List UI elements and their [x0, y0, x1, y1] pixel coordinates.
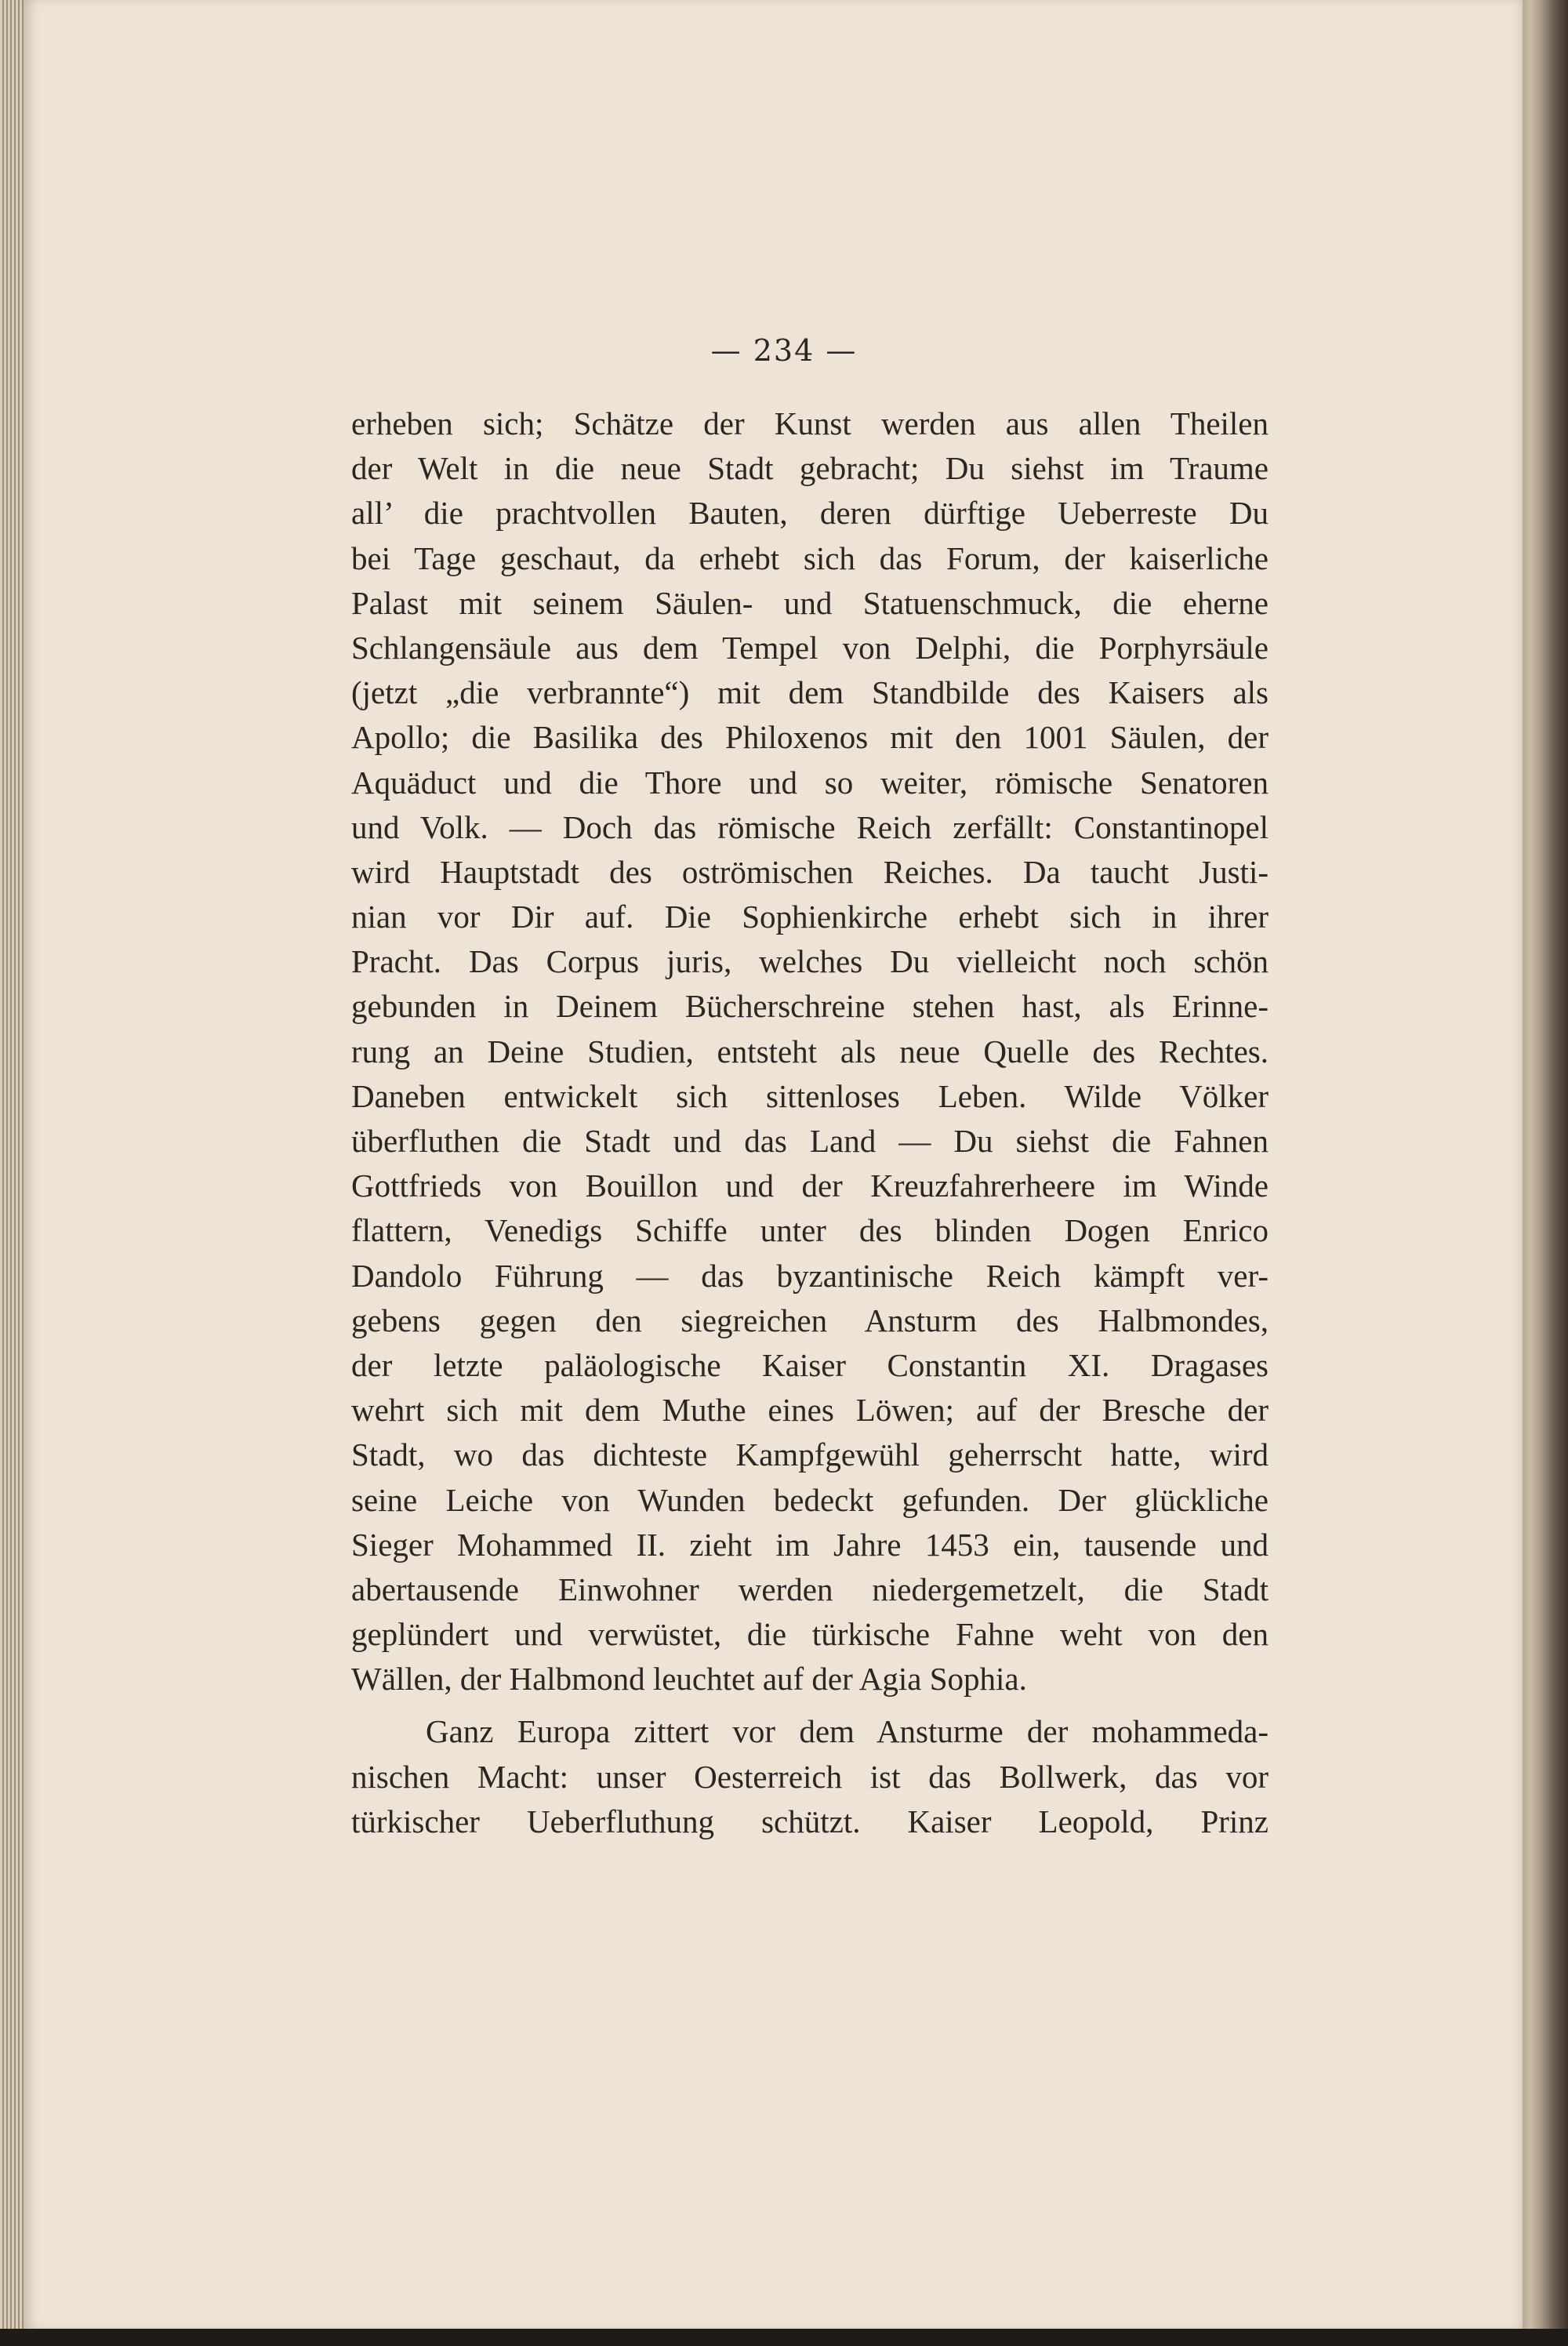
text-line: überfluthen die Stadt und das Land — Du siehst die Fahnen [351, 1123, 1269, 1159]
page-number: — 234 — [710, 333, 858, 368]
text-line: Gottfrieds von Bouillon und der Kreuzfahrerheere im Winde [351, 1168, 1269, 1204]
text-line: wird Hauptstadt des oströmischen Reiches. Da taucht Justi- [351, 853, 1269, 890]
text-line: Apollo; die Basilika des Philoxenos mit den 1001 Säulen, der [351, 719, 1269, 756]
paragraph-gap [351, 1701, 1269, 1709]
text-line: abertausende Einwohner werden niedergemetzelt, die Stadt [351, 1571, 1269, 1607]
text-line: all’ die prachtvollen Bauten, deren dürftige Ueberreste Du [351, 495, 1269, 532]
text-line: der Welt in die neue Stadt gebracht; Du siehst im Traume [351, 450, 1269, 487]
text-line: Wällen, der Halbmond leuchtet auf der Agia Sophia. [351, 1661, 1027, 1698]
text-line: der letzte paläologische Kaiser Constantin XI. Dragases [351, 1346, 1269, 1383]
text-line: Sieger Mohammed II. zieht im Jahre 1453 ein, tausende und [351, 1526, 1269, 1563]
text-line: rung an Deine Studien, entsteht als neue Quelle des Rechtes. [351, 1033, 1269, 1070]
text-line: flattern, Venedigs Schiffe unter des blinden Dogen Enrico [351, 1212, 1269, 1249]
text-line: Aquäduct und die Thore und so weiter, römische Senatoren [351, 764, 1269, 801]
text-line: Daneben entwickelt sich sittenloses Leben. Wilde Völker [351, 1077, 1269, 1114]
text-line: erheben sich; Schätze der Kunst werden aus allen Theilen [351, 405, 1269, 441]
paragraph [351, 401, 1269, 1701]
text-line: Dandolo Führung — das byzantinische Reich kämpft ver- [351, 1257, 1269, 1294]
text-line: gebunden in Deinem Bücherschreine stehen hast, als Erinne- [351, 988, 1269, 1025]
text-line: nian vor Dir auf. Die Sophienkirche erhebt sich in ihrer [351, 899, 1269, 935]
text-line: (jetzt „die verbrannte“) mit dem Standbilde des Kaisers als [351, 674, 1269, 711]
text-line: Pracht. Das Corpus juris, welches Du vielleicht noch schön [351, 943, 1269, 980]
text-line: Ganz Europa zittert vor dem Ansturme der mohammeda- [426, 1713, 1269, 1750]
text-line: Palast mit seinem Säulen- und Statuenschmuck, die eherne [351, 584, 1269, 621]
body-text [351, 401, 1269, 1844]
text-line: wehrt sich mit dem Muthe eines Löwen; auf der Bresche der [351, 1392, 1269, 1429]
text-line: seine Leiche von Wunden bedeckt gefunden. Der glückliche [351, 1481, 1269, 1518]
text-line: nischen Macht: unser Oesterreich ist das Bollwerk, das vor [351, 1758, 1269, 1795]
text-line: Stadt, wo das dichteste Kampfgewühl geherrscht hatte, wird [351, 1436, 1269, 1473]
text-line: türkischer Ueberfluthung schützt. Kaiser Leopold, Prinz [351, 1803, 1269, 1839]
text-line: und Volk. — Doch das römische Reich zerfällt: Constantinopel [351, 808, 1269, 845]
text-line: geplündert und verwüstet, die türkische Fahne weht von den [351, 1616, 1269, 1653]
text-line: bei Tage geschaut, da erhebt sich das Forum, der kaiserliche [351, 539, 1269, 576]
scan-bottom-border [0, 2329, 1568, 2346]
paragraph [351, 1709, 1269, 1844]
text-line: Schlangensäule aus dem Tempel von Delphi, die Porphyrsäule [351, 629, 1269, 666]
text-line: gebens gegen den siegreichen Ansturm des Halbmondes, [351, 1302, 1269, 1338]
